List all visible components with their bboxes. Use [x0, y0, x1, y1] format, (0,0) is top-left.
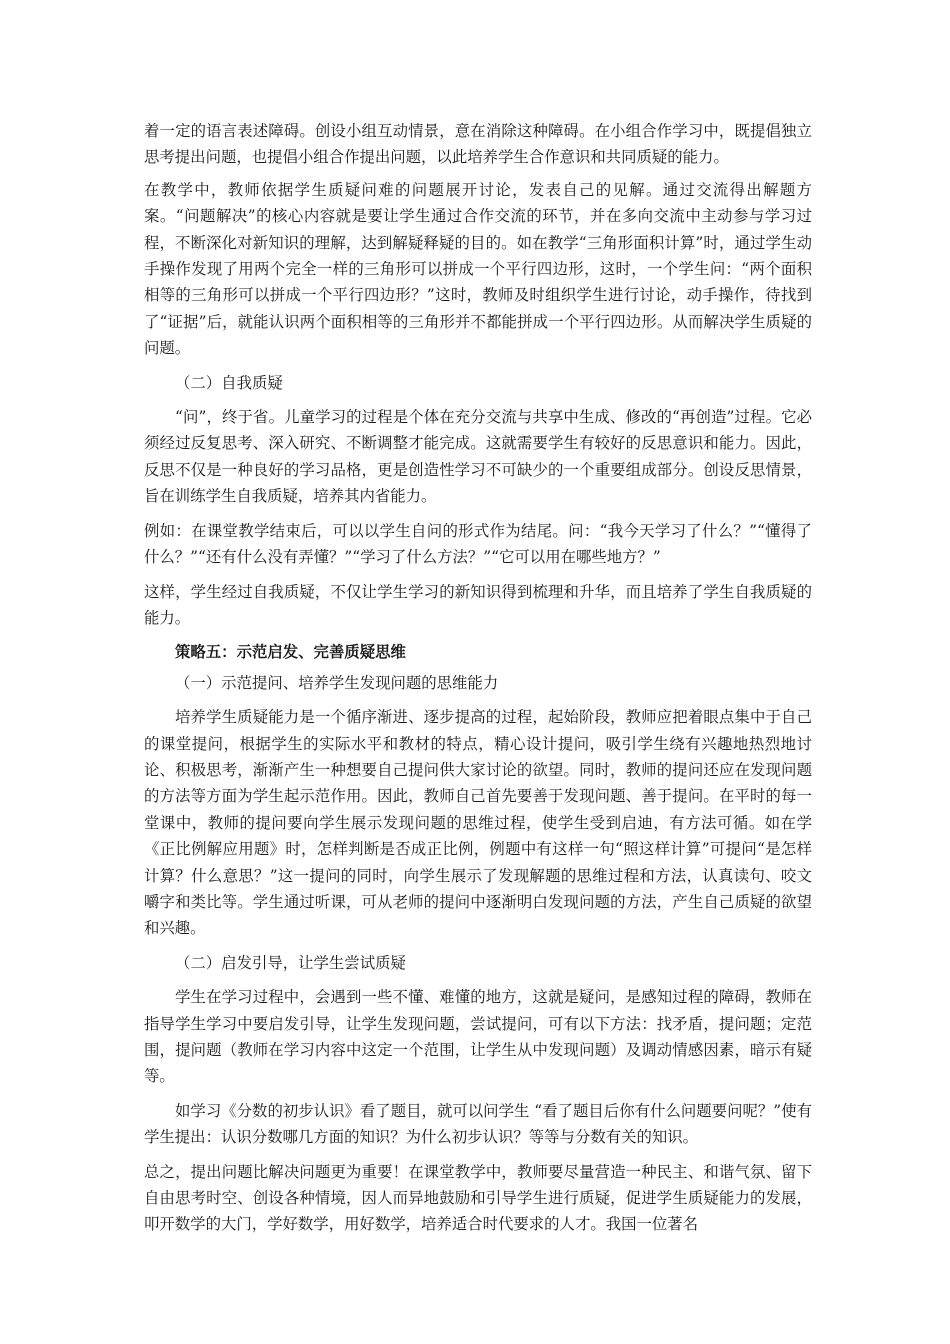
- document-page: [144, 118, 812, 1238]
- paragraph-fraction-example: 如学习《分数的初步认识》看了题目，就可以问学生 “看了题目后你有什么问题要问呢？”使有学生提出：认识分数哪几方面的知识？为什么初步认识？等等与分数有关的知识。: [144, 1101, 812, 1147]
- paragraph-guidance: 学生在学习过程中，会遇到一些不懂、难懂的地方，这就是疑问，是感知过程的障碍，教师在指导学生学习中要启发引导，让学生发现问题，尝试提问，可有以下方法：找矛盾，提问题；定范围，提问题（教师在学习内容中这定一个范围，让学生从中发现问题）及调动情感因素，暗示有疑等。: [144, 988, 812, 1086]
- paragraph-reflection: “问”，终于省。儿童学习的过程是个体在充分交流与共享中生成、修改的“再创造”过程。它必须经过反复思考、深入研究、不断调整才能完成。这就需要学生有较好的反思意识和能力。因此，反思不仅是一种良好的学习品格，更是创造性学习不可缺少的一个重要组成部分。创设反思情景，旨在训练学生自我质疑，培养其内省能力。: [144, 408, 812, 506]
- paragraph-self-question-result: 这样，学生经过自我质疑，不仅让学生学习的新知识得到梳理和升华，而且培养了学生自我质疑的能力。: [144, 582, 812, 627]
- paragraph-self-question-example: 例如：在课堂教学结束后，可以以学生自问的形式作为结尾。问：“我今天学习了什么？”“懂得了什么？”“还有什么没有弄懂？”“学习了什么方法？”“它可以用在哪些地方？”: [144, 521, 812, 567]
- paragraph-demonstration: 培养学生质疑能力是一个循序渐进、逐步提高的过程，起始阶段，教师应把着眼点集中于自己的课堂提问，根据学生的实际水平和教材的特点，精心设计提问，吸引学生绕有兴趣地热烈地讨论、积极思考，渐渐产生一种想要自己提问供大家讨论的欲望。同时，教师的提问还应在发现问题的方法等方面为学生起示范作用。因此，教师自己首先要善于发现问题、善于提问。在平时的每一堂课中，教师的提问要向学生展示发现问题的思维过程，使学生受到启迪，有方法可循。如在学《正比例解应用题》时，怎样判断是否成正比例，例题中有这样一句“照这样计算”可提问“是怎样计算？什么意思？”这一提问的同时，向学生展示了发现解题的思维过程和方法，认真读句、咬文嚼字和类比等。学生通过听课，可从老师的提问中逐渐明白发现问题的方法，产生自己质疑的欲望和兴趣。: [144, 708, 812, 938]
- section-heading-guidance: （二）启发引导，让学生尝试质疑: [175, 953, 406, 972]
- paragraph-conclusion: 总之，提出问题比解决问题更为重要！在课堂教学中，教师要尽量营造一种民主、和谐气氛、留下自由思考时空、创设各种情境，因人而异地鼓励和引导学生进行质疑，促进学生质疑能力的发展，叩开数学的大门，学好数学，用好数学，培养适合时代要求的人才。我国一位著名: [144, 1162, 812, 1234]
- section-heading-self-questioning: （二）自我质疑: [175, 373, 283, 392]
- paragraph-group-collaboration: 着一定的语言表述障碍。创设小组互动情景，意在消除这种障碍。在小组合作学习中，既提倡独立思考提出问题，也提倡小组合作提出问题，以此培养学生合作意识和共同质疑的能力。: [144, 122, 812, 167]
- strategy-five-heading: 策略五：示范启发、完善质疑思维: [175, 643, 406, 662]
- paragraph-discussion-example: 在教学中，教师依据学生质疑问难的问题展开讨论，发表自己的见解。通过交流得出解题方案。“问题解决”的核心内容就是要让学生通过合作交流的环节，并在多向交流中主动参与学习过程，不断深化对新知识的理解，达到解疑释疑的目的。如在教学“三角形面积计算”时，通过学生动手操作发现了用两个完全一样的三角形可以拼成一个平行四边形，这时，一个学生问：“两个面积相等的三角形可以拼成一个平行四边形？”这时，教师及时组织学生进行讨论，动手操作，待找到了“证据”后，就能认识两个面积相等的三角形并不都能拼成一个平行四边形。从而解决学生质疑的问题。: [144, 180, 812, 358]
- section-heading-demonstration: （一）示范提问、培养学生发现问题的思维能力: [175, 673, 499, 692]
